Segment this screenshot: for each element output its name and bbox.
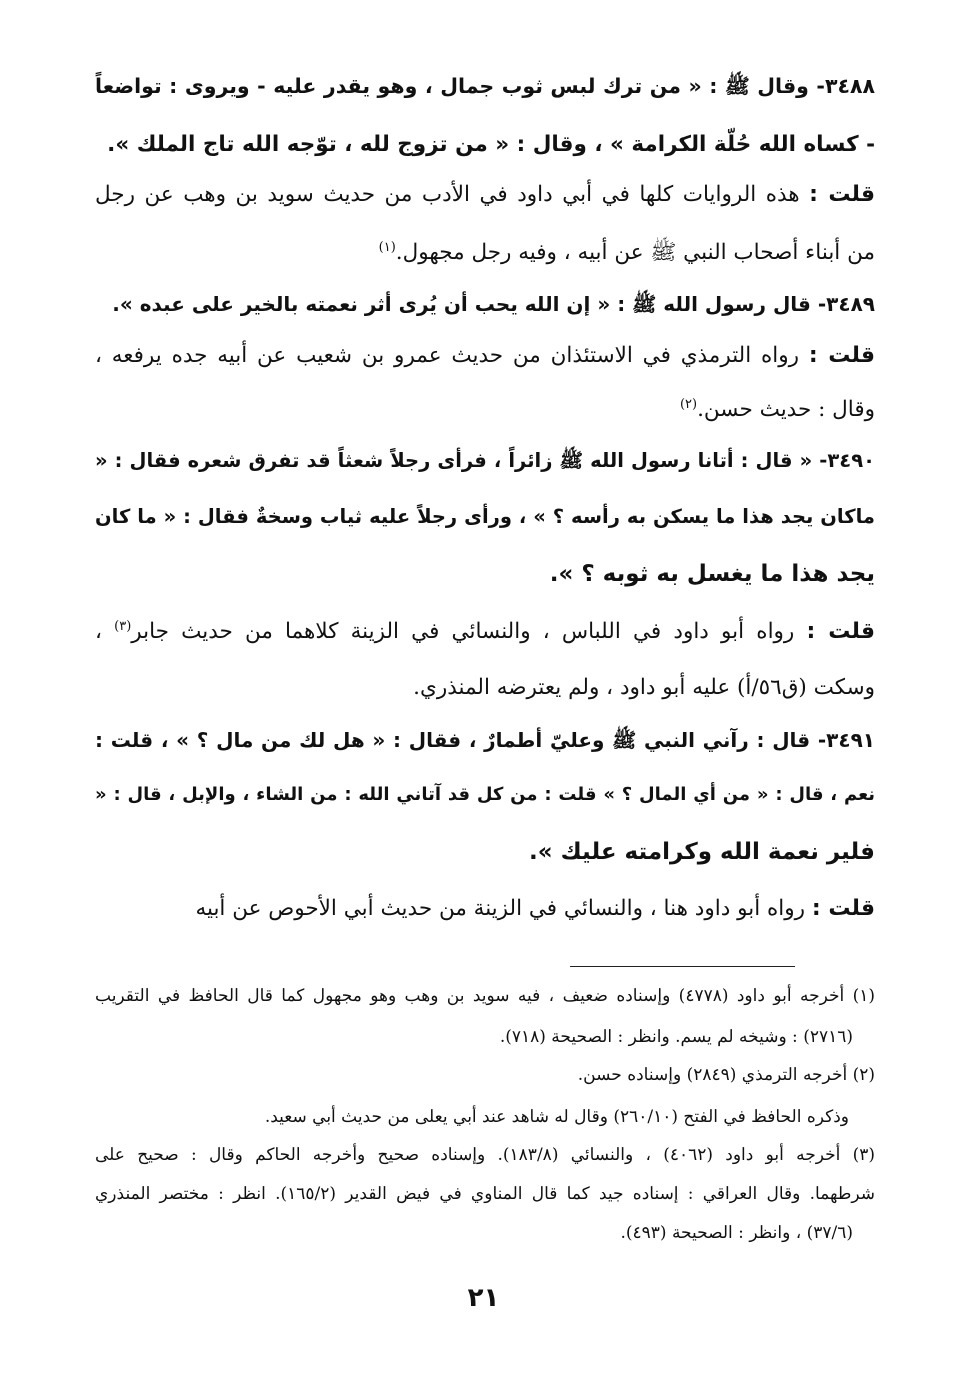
hadith-3490-line-2: ماكان يجد هذا ما يسكن به رأسه ؟ » ، ورأى رجلاً عليه ثياب وسخةٌ فقال : « ما كان xyxy=(95,505,875,528)
footnote-line: (١) أخرجه أبو داود (٤٧٧٨) وإسناده ضعيف ، فيه سويد بن وهب وهو مجهول كما قال الحافظ في التقريب xyxy=(95,986,875,1006)
footnote-reference: (٢) xyxy=(679,396,698,412)
comment-text: هذه الروايات كلها في أبي داود في الأدب من حديث سويد بن وهب عن رجل xyxy=(95,182,800,207)
comment-1-line-2 xyxy=(95,239,875,265)
hadith-3491-line-1: ٣٤٩١- قال : رآني النبي ﷺ وعليّ أطمارٌ ، فقال : « هل لك من مال ؟ » ، قلت : xyxy=(95,728,875,752)
comment-text: من أبناء أصحاب النبي ﷺ عن أبيه ، وفيه رجل مجهول. xyxy=(395,240,875,265)
comment-text: وقال : حديث حسن. xyxy=(697,397,875,422)
comment-label: قلت : xyxy=(806,619,875,644)
footnote-line: وذكره الحافظ في الفتح (٢٦٠/١٠) وقال له شاهد عند أبي يعلى من حديث أبي سعيد. xyxy=(264,1107,849,1127)
comment-3-line-1 xyxy=(95,618,875,644)
comment-text: وسكت (ق٥٦/أ) عليه أبو داود ، ولم يعترضه المنذري. xyxy=(413,675,875,700)
comment-2-line-1 xyxy=(95,345,875,367)
footnote-line: (٢) أخرجه الترمذي (٢٨٤٩) وإسناده حسن. xyxy=(577,1065,875,1085)
hadith-3491-line-3: فلير نعمة الله وكرامته عليك ». xyxy=(529,839,875,865)
comment-label: قلت : xyxy=(811,896,875,921)
footnote-reference: (١) xyxy=(378,239,396,255)
hadith-3491-line-2: نعم ، قال : « من أي المال ؟ » قلت : من كل قد آتاني الله : من الشاء ، والإبل ، قال : « xyxy=(95,784,875,805)
hadith-3490-line-1: ٣٤٩٠- « قال : أتانا رسول الله ﷺ زائراً ، فرأى رجلاً شعثاً قد تفرق شعره فقال : « xyxy=(95,449,875,472)
comment-text-tail: ، xyxy=(95,619,115,644)
footnote-line: (٣) أخرجه أبو داود (٤٠٦٢) ، والنسائي (١٨٣/٨). وإسناده صحيح وأخرجه الحاكم وقال : صحيح على xyxy=(95,1145,876,1165)
comment-1-line-1 xyxy=(95,184,875,206)
footnote-line: (٢٧١٦) : وشيخه لم يسم. وانظر : الصحيحة (٧١٨). xyxy=(499,1027,853,1047)
comment-text: رواه أبو داود هنا ، والنسائي في الزينة من حديث أبي الأحوص عن أبيه xyxy=(195,896,806,921)
comment-2-line-2 xyxy=(95,396,875,422)
hadith-3488-line-2: - كساه الله حُلّة الكرامة » ، وقال : « من تزوج لله ، توّجه الله تاج الملك ». xyxy=(107,132,875,157)
footnote-line: (٣٧/٦) ، وانظر : الصحيحة (٤٩٣). xyxy=(620,1223,853,1243)
hadith-3489-line-1: ٣٤٨٩- قال رسول الله ﷺ : « إن الله يحب أن يُرى أثر نعمته بالخير على عبده ». xyxy=(112,292,875,316)
comment-3-line-2 xyxy=(95,677,875,699)
comment-label: قلت : xyxy=(809,182,875,207)
hadith-3490-line-3: يجد هذا ما يغسل به ثوبه ؟ ». xyxy=(549,561,875,587)
comment-text: رواه الترمذي في الاستئذان من حديث عمرو بن شعيب عن أبيه جده يرفعه ، xyxy=(95,343,800,368)
comment-4-line-1 xyxy=(95,898,875,920)
footnote-line: شرطهما. وقال العراقي : إسناده جيد كما قال المناوي في فيض القدير (١٦٥/٢). انظر : مختصر المنذري xyxy=(95,1184,876,1204)
page-number: ٢١ xyxy=(467,1283,500,1313)
footnote-separator xyxy=(570,966,795,967)
footnote-reference: (٣) xyxy=(114,618,132,634)
hadith-3488-line-1: ٣٤٨٨- وقال ﷺ : « من ترك لبس ثوب جمال ، وهو يقدر عليه - ويروى : تواضعاً xyxy=(95,74,875,98)
comment-label: قلت : xyxy=(808,343,875,368)
comment-text: رواه أبو داود في اللباس ، والنسائي في الزينة كلاهما من حديث جابر xyxy=(131,619,795,644)
